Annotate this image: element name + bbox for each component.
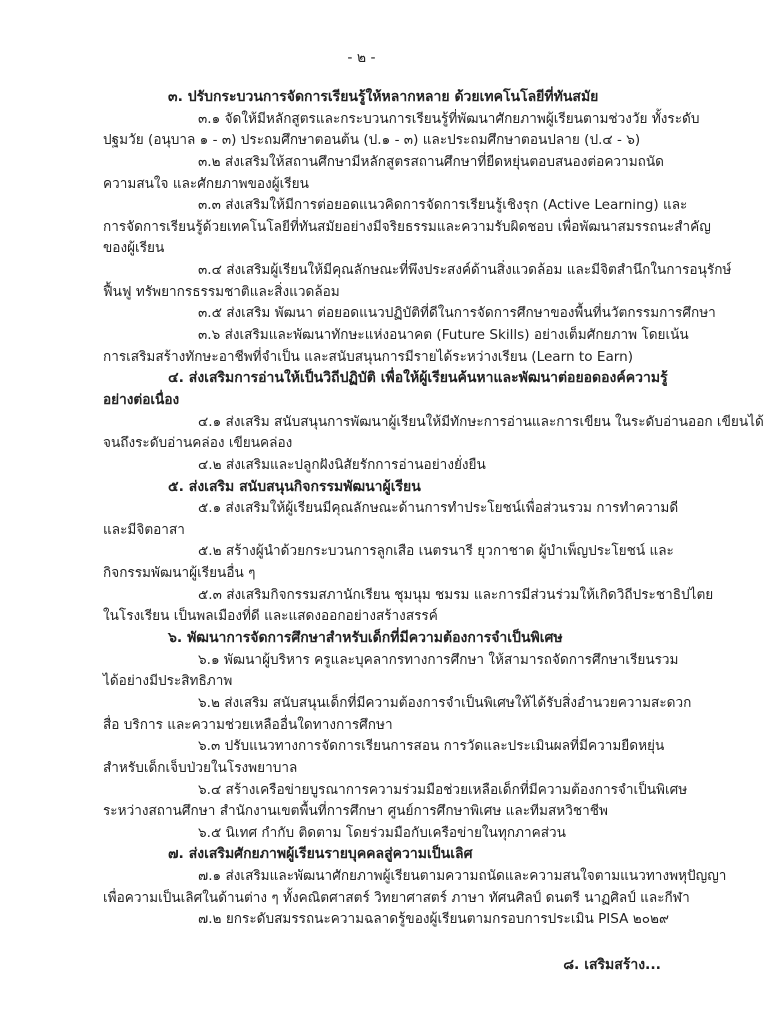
paragraph-line: ๕.๓ ส่งเสริมกิจกรรมสภานักเรียน ชุมนุม ชมรม และการมีส่วนร่วมให้เกิดวิถีประชาธิปไตย bbox=[198, 586, 714, 603]
section-heading-4: ๔. ส่งเสริมการอ่านให้เป็นวิถีปฏิบัติ เพื่อให้ผู้เรียนค้นหาและพัฒนาต่อยอดองค์ความรู้ bbox=[168, 370, 668, 387]
paragraph-line: ๖.๓ ปรับแนวทางการจัดการเรียนการสอน การวัดและประเมินผลที่มีความยืดหยุ่น bbox=[198, 738, 665, 755]
section-heading-3: ๓. ปรับกระบวนการจัดการเรียนรู้ให้หลากหลาย ด้วยเทคโนโลยีที่ทันสมัย bbox=[168, 89, 599, 105]
paragraph-line: จนถึงระดับอ่านคล่อง เขียนคล่อง bbox=[103, 435, 293, 452]
paragraph-line: ปฐมวัย (อนุบาล ๑ - ๓) ประถมศึกษาตอนต้น (ป.๑ - ๓) และประถมศึกษาตอนปลาย (ป.๔ - ๖) bbox=[103, 132, 641, 149]
paragraph-line: ฟื้นฟู ทรัพยากรธรรมชาติและสิ่งแวดล้อม bbox=[103, 283, 340, 300]
paragraph-line: ๓.๒ ส่งเสริมให้สถานศึกษามีหลักสูตรสถานศึกษาที่ยืดหยุ่นตอบสนองต่อความถนัด bbox=[198, 153, 665, 170]
document-body bbox=[103, 87, 764, 931]
paragraph-line: ๕.๑ ส่งเสริมให้ผู้เรียนมีคุณลักษณะด้านการทำประโยชน์เพื่อส่วนรวม การทำความดี bbox=[198, 500, 679, 517]
page-number: - ๒ - bbox=[347, 50, 376, 66]
paragraph-line: และมีจิตอาสา bbox=[103, 521, 185, 538]
paragraph-line: ๗.๒ ยกระดับสมรรถนะความฉลาดรู้ของผู้เรียนตามกรอบการประเมิน PISA ๒๐๒๙ bbox=[198, 911, 669, 928]
continuation-marker: ๘. เสริมสร้าง... bbox=[563, 957, 661, 973]
paragraph-line: ๓.๔ ส่งเสริมผู้เรียนให้มีคุณลักษณะที่พึงประสงค์ด้านสิ่งแวดล้อม และมีจิตสำนึกในการอนุรักษ์ bbox=[198, 262, 732, 279]
section-heading-6: ๖. พัฒนาการจัดการศึกษาสำหรับเด็กที่มีความต้องการจำเป็นพิเศษ bbox=[168, 630, 563, 647]
paragraph-line: ๓.๕ ส่งเสริม พัฒนา ต่อยอดแนวปฏิบัติที่ดีในการจัดการศึกษาของพื้นที่นวัตกรรมการศึกษา bbox=[198, 305, 716, 322]
paragraph-line: ๔.๒ ส่งเสริมและปลูกฝังนิสัยรักการอ่านอย่างยั่งยืน bbox=[198, 456, 486, 473]
paragraph-line: ได้อย่างมีประสิทธิภาพ bbox=[103, 673, 233, 690]
paragraph-line: ความสนใจ และศักยภาพของผู้เรียน bbox=[103, 175, 309, 192]
paragraph-line: ๓.๑ จัดให้มีหลักสูตรและกระบวนการเรียนรู้ที่พัฒนาศักยภาพผู้เรียนตามช่วงวัย ทั้งระดับ bbox=[198, 110, 700, 127]
section-heading-7: ๗. ส่งเสริมศักยภาพผู้เรียนรายบุคคลสู่ความเป็นเลิศ bbox=[168, 846, 473, 863]
paragraph-line: กิจกรรมพัฒนาผู้เรียนอื่น ๆ bbox=[103, 565, 256, 582]
paragraph-line: ๔.๑ ส่งเสริม สนับสนุนการพัฒนาผู้เรียนให้มีทักษะการอ่านและการเขียน ในระดับอ่านออก เขียนได้ bbox=[198, 413, 764, 430]
paragraph-line: ๖.๔ สร้างเครือข่ายบูรณาการความร่วมมือช่วยเหลือเด็กที่มีความต้องการจำเป็นพิเศษ bbox=[198, 781, 688, 798]
paragraph-line: ระหว่างสถานศึกษา สำนักงานเขตพื้นที่การศึกษา ศูนย์การศึกษาพิเศษ และทีมสหวิชาชีพ bbox=[103, 803, 608, 820]
paragraph-line: ของผู้เรียน bbox=[103, 240, 165, 257]
section-heading-5: ๕. ส่งเสริม สนับสนุนกิจกรรมพัฒนาผู้เรียน bbox=[168, 478, 421, 495]
paragraph-line: ๓.๖ ส่งเสริมและพัฒนาทักษะแห่งอนาคต (Future Skills) อย่างเต็มศักยภาพ โดยเน้น bbox=[198, 327, 689, 344]
paragraph-line: ๕.๒ สร้างผู้นำด้วยกระบวนการลูกเสือ เนตรนารี ยุวกาชาด ผู้บำเพ็ญประโยชน์ และ bbox=[198, 543, 674, 560]
paragraph-line: ๖.๒ ส่งเสริม สนับสนุนเด็กที่มีความต้องการจำเป็นพิเศษให้ได้รับสิ่งอำนวยความสะดวก bbox=[198, 694, 692, 711]
paragraph-line: ๖.๕ นิเทศ กำกับ ติดตาม โดยร่วมมือกับเครือข่ายในทุกภาคส่วน bbox=[198, 824, 566, 841]
section-heading-4-cont: อย่างต่อเนื่อง bbox=[103, 391, 180, 408]
paragraph-line: การเสริมสร้างทักษะอาชีพที่จำเป็น และสนับสนุนการมีรายได้ระหว่างเรียน (Learn to Earn) bbox=[103, 348, 634, 365]
paragraph-line: เพื่อความเป็นเลิศในด้านต่าง ๆ ทั้งคณิตศาสตร์ วิทยาศาสตร์ ภาษา ทัศนศิลป์ ดนตรี นาฏศิลป์ และกีฬา bbox=[103, 889, 690, 906]
paragraph-line: ๓.๓ ส่งเสริมให้มีการต่อยอดแนวคิดการจัดการเรียนรู้เชิงรุก (Active Learning) และ bbox=[198, 197, 688, 214]
paragraph-line: การจัดการเรียนรู้ด้วยเทคโนโลยีที่ทันสมัยอย่างมีจริยธรรมและความรับผิดชอบ เพื่อพัฒนาสมรรถนะสำคัญ bbox=[103, 218, 711, 235]
paragraph-line: ๗.๑ ส่งเสริมและพัฒนาศักยภาพผู้เรียนตามความถนัดและความสนใจตามแนวทางพหุปัญญา bbox=[198, 868, 727, 885]
paragraph-line: สำหรับเด็กเจ็บป่วยในโรงพยาบาล bbox=[103, 759, 298, 776]
paragraph-line: สื่อ บริการ และความช่วยเหลืออื่นใดทางการศึกษา bbox=[103, 716, 393, 733]
paragraph-line: ๖.๑ พัฒนาผู้บริหาร ครูและบุคลากรทางการศึกษา ให้สามารถจัดการศึกษาเรียนรวม bbox=[198, 651, 679, 668]
paragraph-line: ในโรงเรียน เป็นพลเมืองที่ดี และแสดงออกอย่างสร้างสรรค์ bbox=[103, 608, 438, 625]
